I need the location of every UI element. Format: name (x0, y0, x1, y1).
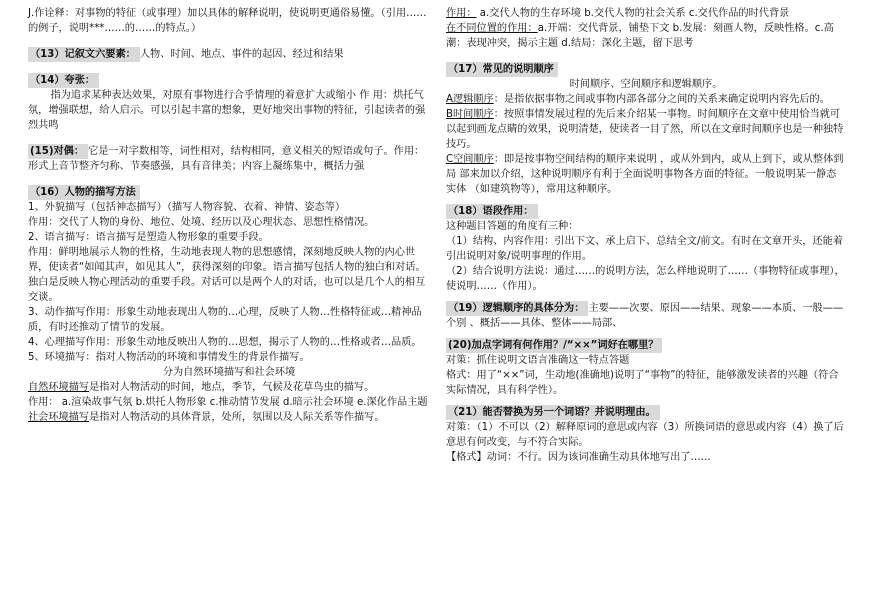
section-18-p2: （2）结合说明方法说：通过……的说明方法，怎么样地说明了……（事物特征或事理），使说明……（作用）。 (446, 266, 845, 292)
environment-effect (446, 6, 846, 21)
section-13-header: （13）记叙文六要素： (28, 47, 140, 62)
time-order-text: ：按照事情发展过程的先后来介绍某一事物。时间顺序在文章中使用恰当就可以起到画龙点睛的效果，说明清楚，使读者一目了然，所以在文章时间顺序也是一种独特技巧。 (446, 109, 844, 150)
logic-order-title: A逻辑顺序 (446, 94, 494, 105)
section-14-header: （14）夸张： (28, 73, 99, 88)
natural-environment-effect: 作用： a.渲染故事气氛 b.烘托人物形象 c.推动情节发展 d.暗示社会环境 e.深化作品主题 (28, 397, 428, 408)
time-order-title: B时间顺序 (446, 109, 494, 120)
logic-order-text: ：是指依据事物之间或事物内部各部分之间的关系来确定说明内容先后的。 (493, 94, 830, 105)
section-17-header: （17）常见的说明顺序 (446, 62, 558, 77)
section-13 (28, 47, 430, 62)
section-20-p1: 对策：抓住说明文语言准确这一特点答题 (446, 355, 630, 366)
section-18-p1: （1）结构、内容作用：引出下文、承上启下、总结全文/前文。有时在文章开头，还能着引出说明对象/说明事理的作用。 (446, 236, 844, 262)
space-order-title: C空间顺序 (446, 154, 494, 165)
section-20-title (446, 338, 846, 353)
section-20-header: (20)加点字词有何作用？/“××”词好在哪里？ (446, 338, 662, 353)
section-19-header: （19）逻辑顺序的具体分为： (446, 301, 588, 316)
section-21-title (446, 405, 846, 420)
section-18-title (446, 204, 846, 219)
right-column (446, 6, 846, 465)
social-environment-title: 社会环境描写 (28, 412, 90, 423)
social-environment-text: 是指对人物活动的具体背景，处所，氛围以及人际关系等作描写。 (89, 412, 385, 423)
environment-effect-label: 作用： (446, 8, 477, 19)
section-15-header: (15)对偶： (28, 144, 88, 159)
section-16-item2: 2、语言描写：语言描写是塑造人物形象的重要手段。 (28, 232, 269, 243)
environment-effect-text: a.交代人物的生存环境 b.交代人物的社会关系 c.交代作品的时代背景 (476, 8, 790, 19)
section-21-p1: 对策：（1）不可以（2）解释原词的意思或内容（3）所换词语的意思或内容（4）换了后意思有何改变，与不符合实际。 (446, 422, 844, 448)
section-14-text: 指为追求某种表达效果，对原有事物进行合乎情理的着意扩大或缩小 作 用：烘托气氛，增强联想，给人启示。可以引起丰富的想象，更好地突出事物的特征，引起读者的强烈共鸣 (28, 90, 426, 131)
section-18-header: （18）语段作用： (446, 204, 538, 219)
natural-environment (28, 380, 430, 395)
section-16-header: （16）人物的描写方法 (28, 185, 140, 200)
section-16-item5: 5、环境描写：指对人物活动的环境和事情发生的背景作描写。 (28, 352, 310, 363)
position-effect-label: 在不同位置的作用： (446, 23, 538, 34)
section-19 (446, 301, 846, 331)
section-21-header: （21）能否替换为另一个词语？并说明理由。 (446, 405, 660, 420)
section-20-p2: 格式：用了“××”词，生动地(准确地)说明了“事物”的特征，能够激发读者的兴趣（符合实际情况，具有科学性）。 (446, 370, 839, 396)
position-effect (446, 21, 846, 51)
section-16-item1: 1、外貌描写（包括神态描写）（描写人物容貌、衣着、神情、姿态等） (28, 202, 346, 213)
space-order (446, 152, 846, 197)
section-18-intro: 这种题目答题的角度有三种： (446, 221, 579, 232)
section-15-text: 它是一对字数相等，词性相对，结构相同，意义相关的短语或句子。作用：形式上音节整齐匀称、节奏感强，具有音律美；内容上凝练集中，概括力强 (28, 146, 425, 172)
section-21-p2: 【格式】动词：不行。因为该词准确生动具体地写出了…… (446, 452, 711, 463)
social-environment (28, 410, 430, 425)
j-note: J.作诠释：对事物的特征（或事理）加以具体的解释说明，使说明更通俗易懂。（引用……的例子，说明***……的……的特点。） (28, 8, 427, 34)
section-16-item2-effect: 作用：鲜明地展示人物的性格，生动地表现人物的思想感情，深刻地反映人物的内心世界，使读者“如闻其声，如见其人”，获得深刻的印象。语言描写包括人物的独白和对话。独白是反映人物心理活动的重要手段。对话可以是两个人的对话，也可以是几个人的相互交谈。 (28, 247, 426, 303)
section-14-title (28, 73, 430, 88)
section-17-title (446, 62, 846, 77)
section-16-title (28, 185, 430, 200)
section-16-item3: 3、动作描写作用：形象生动地表现出人物的…心理，反映了人物…性格特征或…精神品质，有时还推动了情节的发展。 (28, 307, 422, 333)
section-16-item5-split: 分为自然环境描写和社会环境 (162, 367, 296, 378)
section-16-item4: 4、心理描写作用：形象生动地反映出人物的…思想，揭示了人物的…性格或者…品质。 (28, 337, 422, 348)
section-17-sub: 时间顺序、空间顺序和逻辑顺序。 (569, 79, 723, 90)
section-19-text: 主要——次要、原因——结果、现象——本质、一般——个别 、概括——具体、整体——局部、 (446, 303, 844, 329)
natural-environment-title: 自然环境描写 (28, 382, 90, 393)
section-15 (28, 144, 430, 174)
left-column (28, 6, 430, 425)
time-order (446, 107, 846, 152)
position-effect-text: a.开端：交代背景，铺垫下文 b.发展：刻画人物，反映性格。c.高潮：表现冲突，揭示主题 d.结局：深化主题，留下思考 (446, 23, 834, 49)
logic-order (446, 92, 846, 107)
space-order-text: ：即是按事物空间结构的顺序来说明 ，或从外到内，或从上到下，或从整体到局 部来加以介绍，这种说明顺序有利于全面说明事物各方面的特征。一般说明某一静态实体 （如建筑物等），常用这种顺序。 (446, 154, 844, 195)
natural-environment-text: 是指对人物活动的时间，地点，季节，气候及花草鸟虫的描写。 (89, 382, 375, 393)
section-13-text: 人物、时间、地点、事件的起因、经过和结果 (139, 49, 344, 60)
section-16-item1-effect: 作用：交代了人物的身份、地位、处境、经历以及心理状态、思想性格情况。 (28, 217, 375, 228)
